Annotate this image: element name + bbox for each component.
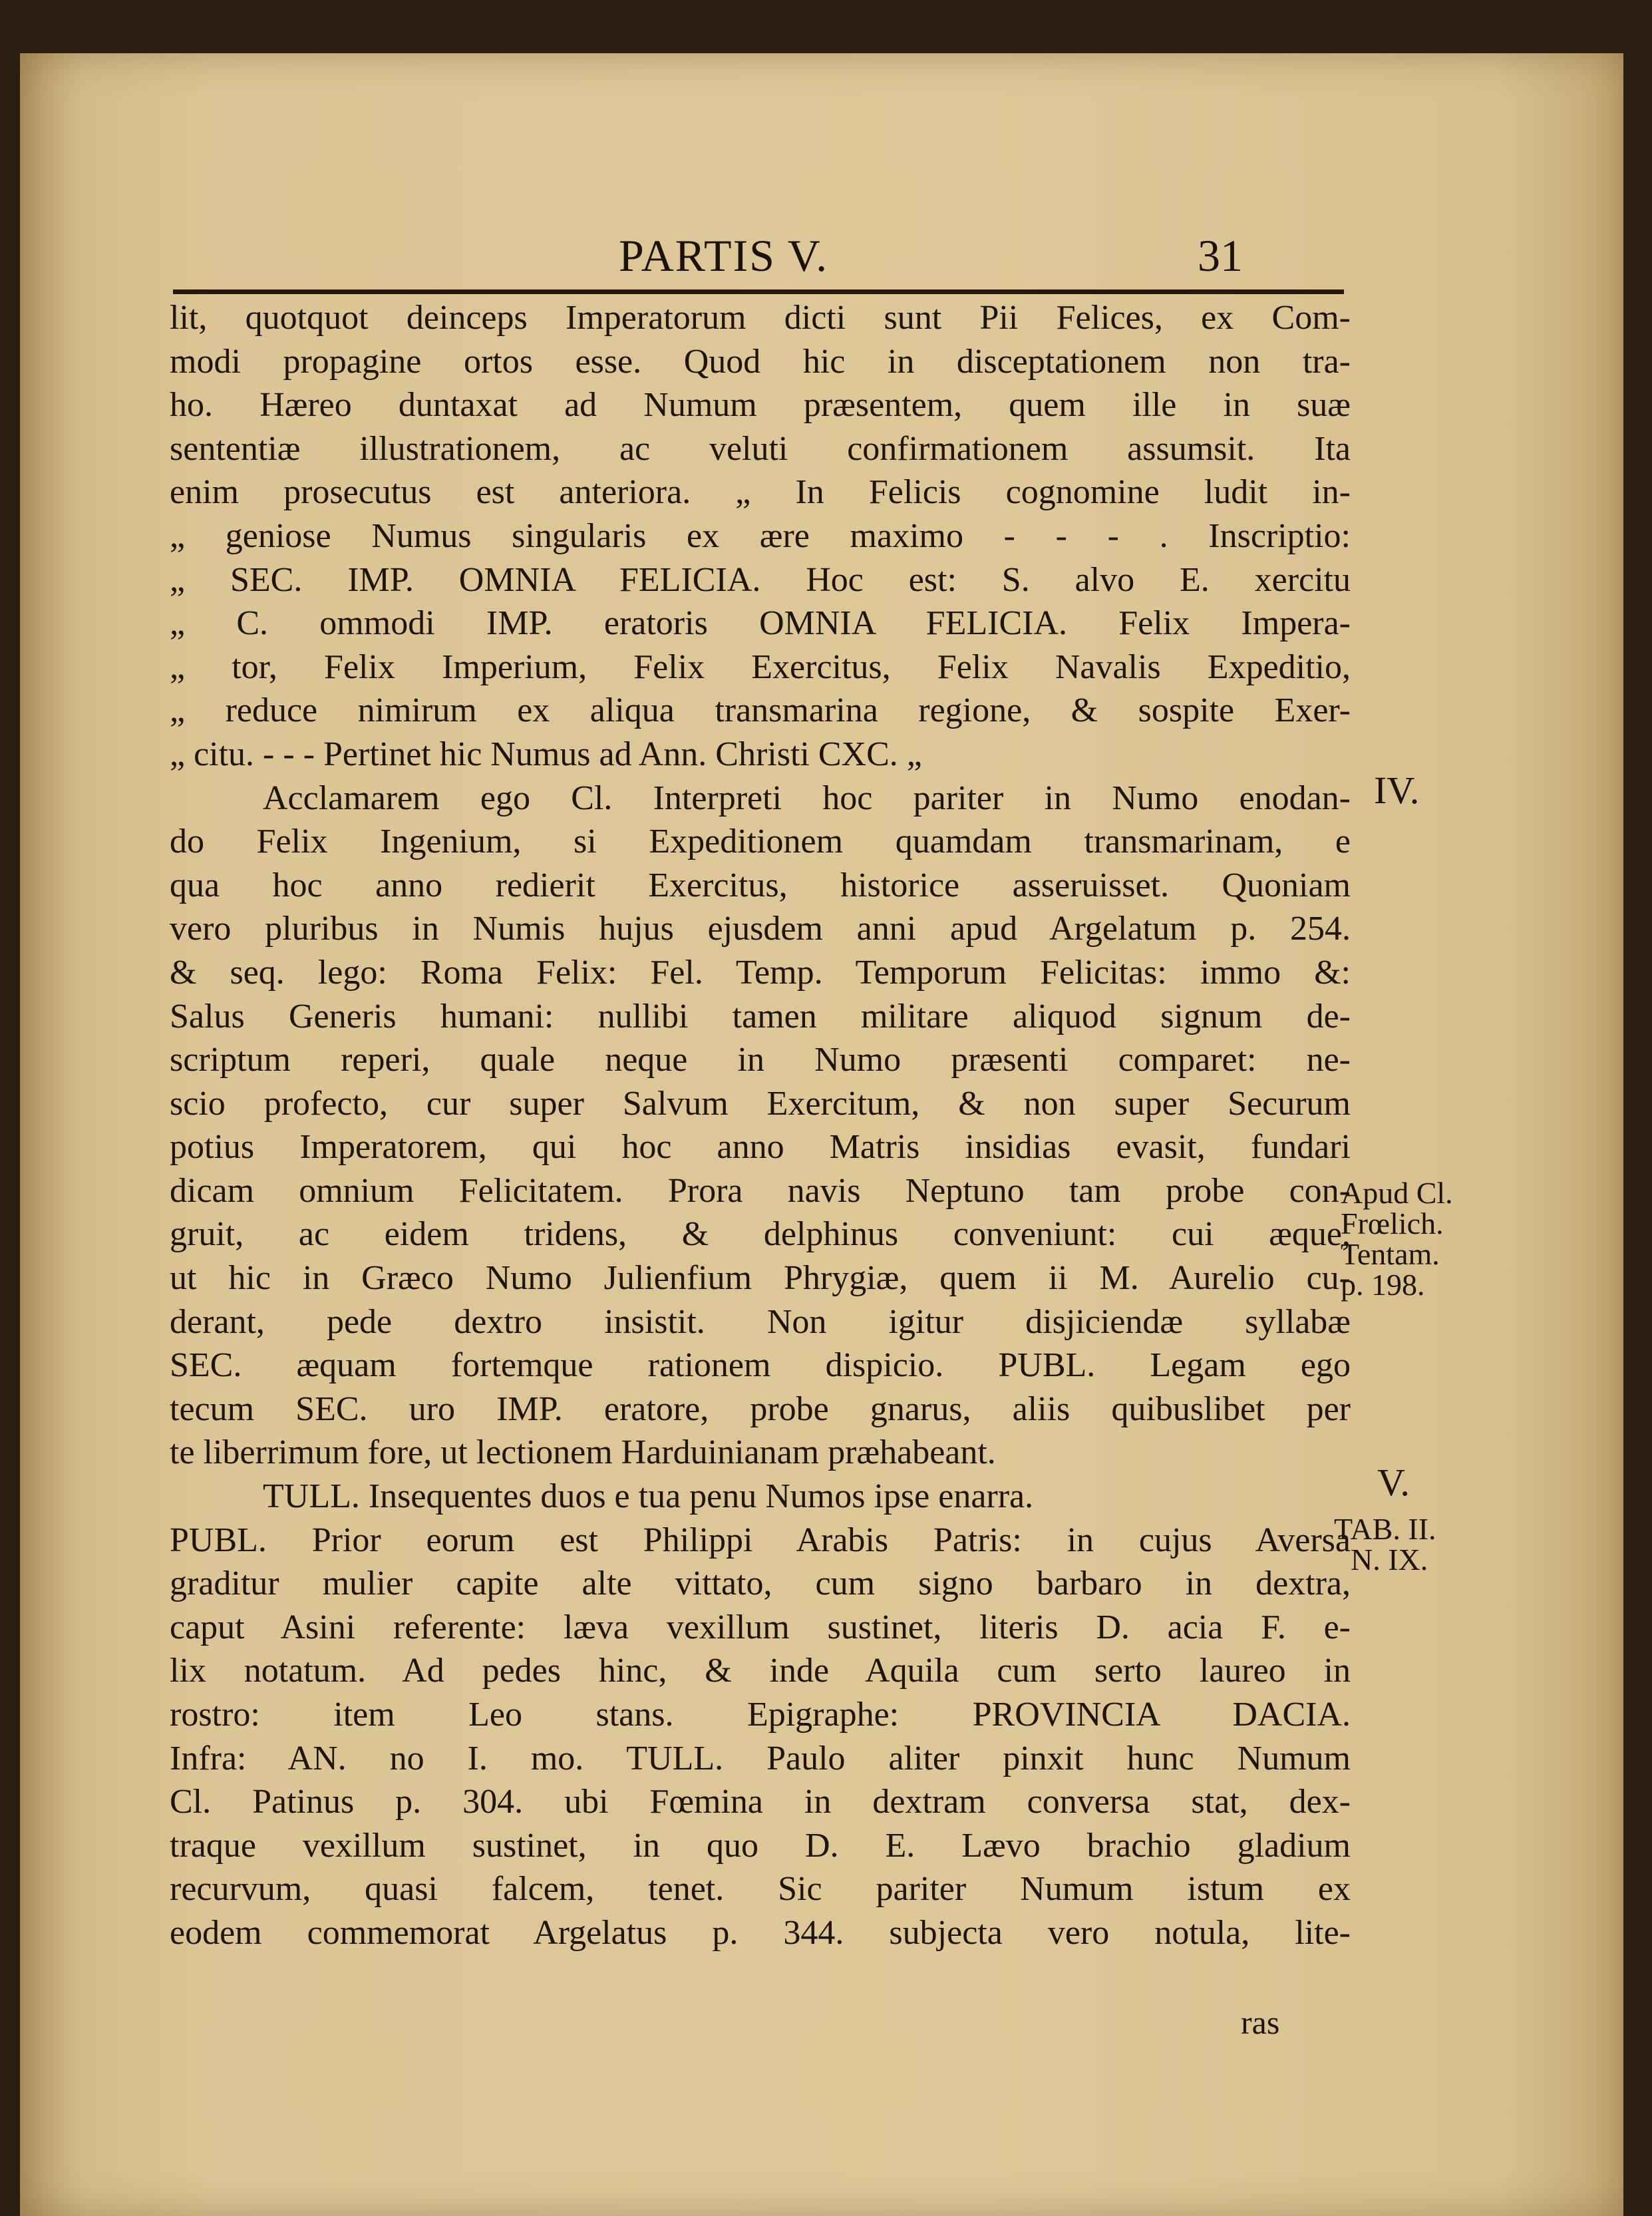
text-line: „ reduce nimirum ex aliqua transmarina regione, & sospite Exer-: [170, 691, 1351, 730]
book-page: [20, 53, 1623, 2216]
margin-note-line: Frœlich.: [1341, 1206, 1444, 1240]
text-line: „ C. ommodi IMP. eratoris OMNIA FELICIA. Felix Impera-: [170, 604, 1351, 643]
text-line: scio profecto, cur super Salvum Exercitum, & non super Securum: [170, 1084, 1351, 1123]
text-line: te liberrimum fore, ut lectionem Harduinianam præhabeant.: [170, 1433, 996, 1472]
text-line: lit, quotquot deinceps Imperatorum dicti sunt Pii Felices, ex Com-: [170, 299, 1351, 337]
text-line: traque vexillum sustinet, in quo D. E. Lævo brachio gladium: [170, 1826, 1351, 1865]
text-line: derant, pede dextro insistit. Non igitur disjiciendæ syllabæ: [170, 1302, 1351, 1341]
text-line: Salus Generis humani: nullibi tamen militare aliquod signum de-: [170, 997, 1351, 1035]
margin-note-v: V.: [1377, 1461, 1410, 1504]
text-line: modi propagine ortos esse. Quod hic in disceptationem non tra-: [170, 342, 1351, 381]
margin-note-line: TAB. II.: [1334, 1512, 1436, 1546]
text-line: ho. Hæreo duntaxat ad Numum præsentem, quem ille in suæ: [170, 386, 1351, 425]
text-line: recurvum, quasi falcem, tenet. Sic pariter Numum istum ex: [170, 1870, 1351, 1909]
text-line: gruit, ac eidem tridens, & delphinus conveniunt: cui æque,: [170, 1215, 1351, 1254]
text-line: do Felix Ingenium, si Expeditionem quamdam transmarinam, e: [170, 823, 1351, 861]
body-text: [170, 296, 1351, 1955]
text-line: & seq. lego: Roma Felix: Fel. Temp. Temporum Felicitas: immo &:: [170, 953, 1351, 992]
running-title: PARTIS V.: [619, 230, 829, 281]
margin-note-line: Tentam.: [1341, 1237, 1440, 1271]
text-line: scriptum reperi, quale neque in Numo præsenti comparet: ne-: [170, 1041, 1351, 1079]
margin-note-tab: [1334, 1514, 1436, 1575]
text-line: enim prosecutus est anteriora. „ In Felicis cognomine ludit in-: [170, 473, 1351, 512]
text-line: caput Asini referente: læva vexillum sustinet, literis D. acia F. e-: [170, 1608, 1351, 1646]
text-line: „ SEC. IMP. OMNIA FELICIA. Hoc est: S. alvo E. xercitu: [170, 560, 1351, 599]
text-line: „ tor, Felix Imperium, Felix Exercitus, Felix Navalis Expeditio,: [170, 647, 1351, 686]
text-line: Infra: AN. no I. mo. TULL. Paulo aliter pinxit hunc Numum: [170, 1739, 1351, 1777]
text-line: PUBL. Prior eorum est Philippi Arabis Patris: in cujus Aversa: [170, 1521, 1351, 1559]
text-line: „ citu. - - - Pertinet hic Numus ad Ann. Christi CXC. „: [170, 735, 922, 773]
text-line: SEC. æquam fortemque rationem dispicio. PUBL. Legam ego: [170, 1346, 1351, 1385]
margin-note-line: Apud Cl.: [1341, 1176, 1453, 1210]
text-line: potius Imperatorem, qui hoc anno Matris insidias evasit, fundari: [170, 1128, 1351, 1167]
text-line: rostro: item Leo stans. Epigraphe: PROVINCIA DACIA.: [170, 1696, 1351, 1734]
margin-note-iv: IV.: [1374, 769, 1420, 812]
page-number: 31: [1198, 230, 1243, 281]
text-line: Cl. Patinus p. 304. ubi Fœmina in dextram conversa stat, dex-: [170, 1783, 1351, 1821]
text-line: qua hoc anno redierit Exercitus, historice asseruisset. Quoniam: [170, 866, 1351, 904]
margin-note-line: N. IX.: [1351, 1543, 1428, 1576]
text-line: vero pluribus in Numis hujus ejusdem anni apud Argelatum p. 254.: [170, 910, 1351, 948]
text-line: „ geniose Numus singularis ex ære maximo - - - . Inscriptio:: [170, 516, 1351, 555]
text-line: lix notatum. Ad pedes hinc, & inde Aquila cum serto laureo in: [170, 1652, 1351, 1690]
margin-note-line: p. 198.: [1341, 1268, 1425, 1302]
text-line: sententiæ illustrationem, ac veluti confirmationem assumsit. Ita: [170, 429, 1351, 468]
text-line: ut hic in Græco Numo Julienfium Phrygiæ, quem ii M. Aurelio cu-: [170, 1259, 1351, 1298]
header-rule: [173, 289, 1344, 294]
text-line: dicam omnium Felicitatem. Prora navis Neptuno tam probe con-: [170, 1171, 1351, 1210]
margin-note-apud: [1341, 1178, 1453, 1300]
text-line: eodem commemorat Argelatus p. 344. subjecta vero notula, lite-: [170, 1913, 1351, 1952]
text-line: tecum SEC. uro IMP. eratore, probe gnarus, aliis quibuslibet per: [170, 1389, 1351, 1428]
text-line: TULL. Insequentes duos e tua penu Numos ipse enarra.: [263, 1477, 1034, 1516]
catchword: ras: [1241, 2004, 1280, 2041]
text-line: graditur mulier capite alte vittato, cum signo barbaro in dextra,: [170, 1565, 1351, 1603]
page-header: [140, 176, 1337, 281]
text-line: Acclamarem ego Cl. Interpreti hoc pariter in Numo enodan-: [263, 779, 1351, 817]
